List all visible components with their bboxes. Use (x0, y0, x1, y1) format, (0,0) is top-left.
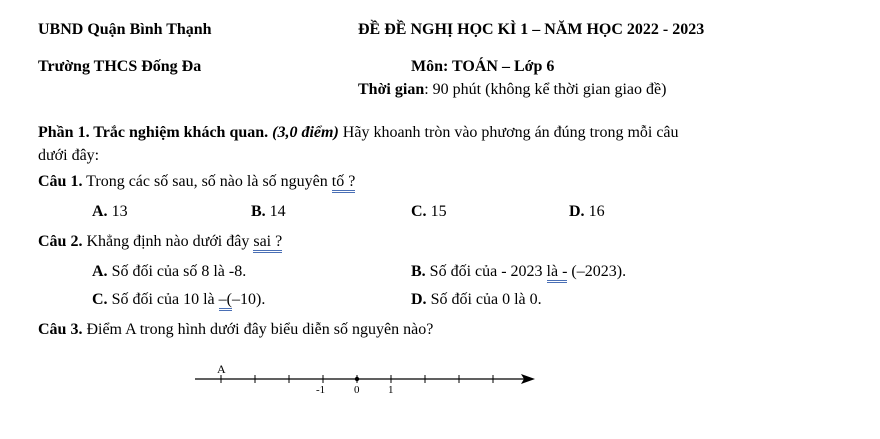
subject-label: Môn: TOÁN – Lớp 6 (411, 58, 555, 75)
q2-option-c: C. Số đối của 10 là –(–10). (92, 290, 265, 310)
school-district: UBND Quận Bình Thạnh (38, 21, 212, 38)
q1-option-a: A. 13 (92, 203, 128, 220)
point-a-label: A (217, 362, 226, 376)
q2-option-b: B. Số đối của - 2023 là - (–2023). (411, 262, 626, 282)
q1-option-c: C. 15 (411, 203, 447, 220)
part1-heading: Phần 1. Trắc nghiệm khách quan. (3,0 điểm) Hãy khoanh tròn vào phương án đúng trong mỗi câu (38, 124, 679, 141)
part1-instruction-line2: dưới đây: (38, 147, 100, 164)
q2-option-d: D. Số đối của 0 là 0. (411, 291, 542, 308)
number-line (195, 362, 545, 402)
tick-label: -1 (316, 384, 326, 396)
tick-label: 0 (354, 384, 360, 396)
tick-label: 1 (388, 384, 394, 396)
q1-option-b: B. 14 (251, 203, 286, 220)
time-line: Thời gian: 90 phút (không kể thời gian giao đề) (358, 81, 667, 98)
question-3: Câu 3. Điểm A trong hình dưới đây biểu diễn số nguyên nào? (38, 321, 434, 338)
school-name: Trường THCS Đống Đa (38, 58, 202, 75)
question-1: Câu 1. Trong các số sau, số nào là số nguyên tố ? (38, 172, 355, 192)
q2-option-a: A. Số đối của số 8 là -8. (92, 263, 247, 280)
exam-title: ĐỀ ĐỀ NGHỊ HỌC KÌ 1 – NĂM HỌC 2022 - 2023 (358, 21, 705, 38)
q1-option-d: D. 16 (569, 203, 605, 220)
origin-dot (355, 377, 359, 381)
question-2: Câu 2. Khẳng định nào dưới đây sai ? (38, 232, 282, 252)
